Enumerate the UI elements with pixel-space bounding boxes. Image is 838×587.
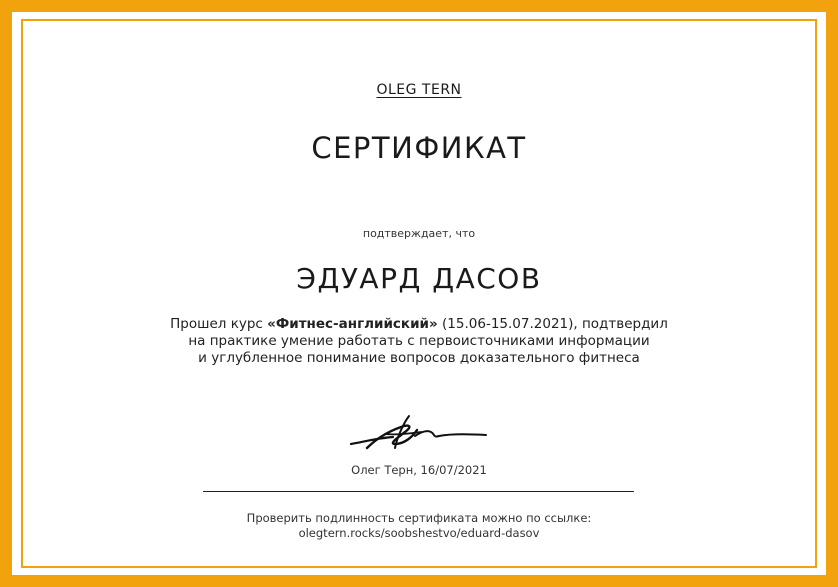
description-line-2: на практике умение работать с первоисточниками информации [188, 333, 650, 349]
certificate-title: СЕРТИФИКАТ [311, 131, 527, 165]
verification-block [0, 511, 838, 541]
course-name: «Фитнес-английский» [267, 316, 438, 332]
signature-icon [349, 414, 489, 452]
recipient-name: ЭДУАРД ДАСОВ [296, 262, 542, 295]
description-prefix: Прошел курс [170, 316, 268, 332]
brand-link[interactable]: OLEG TERN [376, 82, 462, 98]
verify-text: Проверить подлинность сертификата можно по ссылке: [246, 511, 592, 525]
confirms-text: подтверждает, что [362, 227, 476, 240]
brand-name[interactable] [0, 81, 838, 99]
verify-link[interactable]: olegtern.rocks/soobshestvo/eduard-dasov [298, 526, 540, 540]
course-description [0, 316, 838, 367]
signature-caption: Олег Терн, 16/07/2021 [351, 463, 487, 477]
description-suffix: (15.06-15.07.2021), подтвердил [437, 316, 668, 332]
divider-line [203, 491, 634, 492]
description-line-1 [0, 316, 838, 333]
description-line-3: и углубленное понимание вопросов доказательного фитнеса [198, 350, 640, 366]
